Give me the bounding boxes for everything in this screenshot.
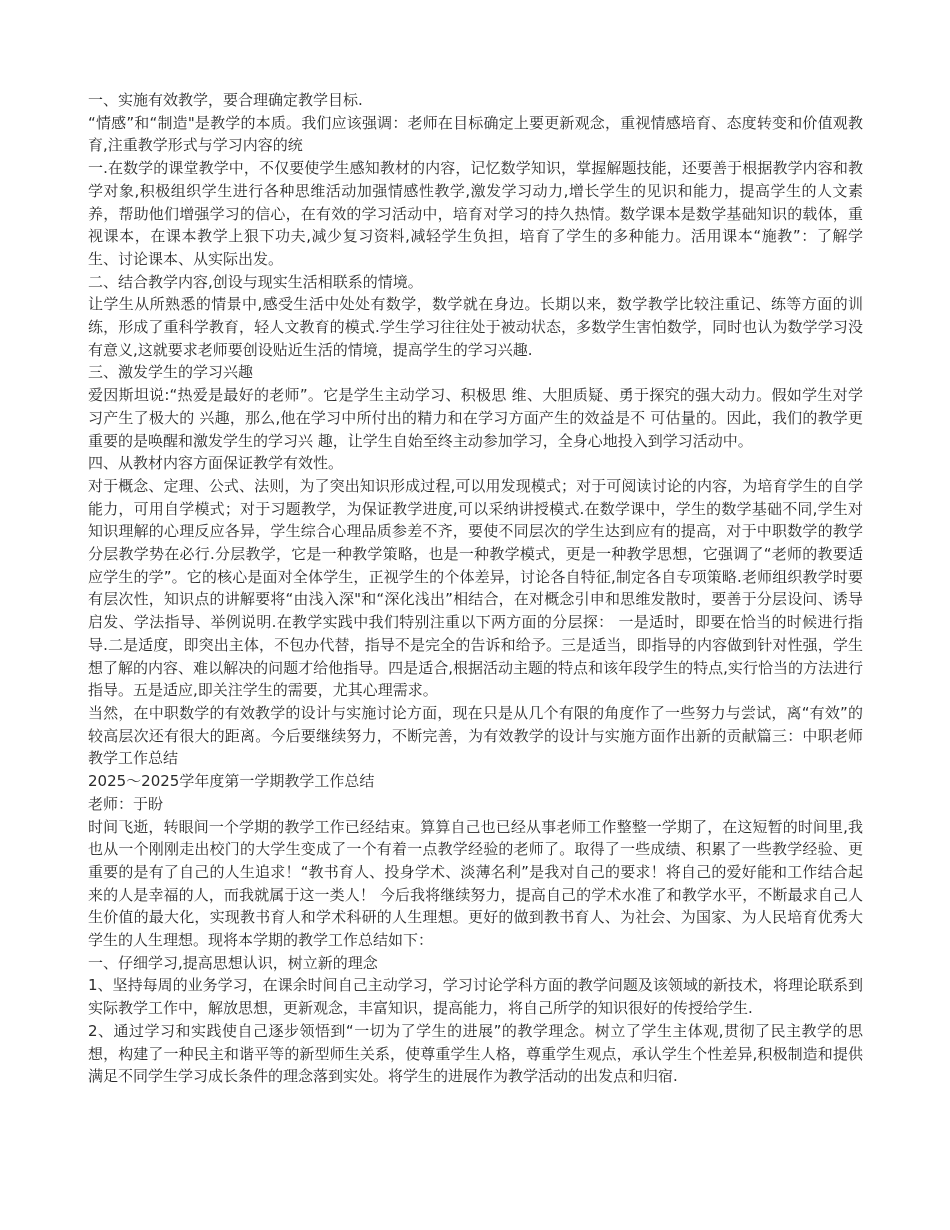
paragraph: “情感”和“制造"是教学的本质。我们应该强调：老师在目标确定上要更新观念，重视情感培育、态度转变和价值观教育,注重教学形式与学习内容的统 — [88, 113, 863, 155]
summary-title: 2025～2025学年度第一学期教学工作总结 — [88, 772, 375, 791]
paragraph: 对于概念、定理、公式、法则，为了突出知识形成过程,可以用发现模式；对于可阅读讨论的内容，为培育学生的自学能力，可用自学模式；对于习题教学，为保证教学进度,可以采纳讲授模式.在数学课中，学生的数学基础不同,学生对知识理解的心理反应各异，学生综合心理品质参差不齐，要使不同层次的学生达到应有的提高，对于中职数学的教学分层教学势在必行.分层教学，它是一种教学策略，也是一种教学模式，更是一种教学思想，它强调了“老师的教要适应学生的学”。它的核心是面对全体学生，正视学生的个体差异，讨论各自特征,制定各自专项策略.老师组织教学时要有层次性，知识点的讲解要将“由浅入深"和“深化浅出”相结合，在对概念引申和思维发散时，要善于分层设问、诱导启发、学法指导、举例说明.在教学实践中我们特别注重以下两方面的分层探： 一是适时，即要在恰当的时候进行指导.二是适度，即突出主体，不包办代替，指导不是完全的告诉和给予。三是适当，即指导的内容做到针对性强，学生想了解的内容、难以解决的问题才给他指导。四是适合,根据活动主题的特点和该年段学生的特点,实行恰当的方法进行指导。五是适应,即关注学生的需要，尤其心理需求。 — [88, 476, 863, 700]
paragraph: 爱因斯坦说:“热爱是最好的老师”。它是学生主动学习、积极思 维、大胆质疑、勇于探究的强大动力。假如学生对学习产生了极大的 兴趣，那么,他在学习中所付出的精力和在学习方面产生的效益是不 可估量的。因此，我们的教学更重要的是唤醒和激发学生的学习兴 趣，让学生自始至终主动参加学习，全身心地投入到学习活动中。 — [88, 386, 863, 450]
paragraph: 让学生从所熟悉的情景中,感受生活中处处有数学，数学就在身边。长期以来，数学教学比较注重记、练等方面的训练，形成了重科学教育，轻人文教育的模式.学生学习往往处于被动状态，多数学生害怕数学，同时也认为数学学习没有意义,这就要求老师要创设贴近生活的情境，提高学生的学习兴趣. — [88, 295, 863, 359]
paragraph: 一.在数学的课堂教学中，不仅要使学生感知教材的内容，记忆数学知识，掌握解题技能，还要善于根据教学内容和教学对象,积极组织学生进行各种思维活动加强情感性教学,激发学习动力,增长学生的见识和能力，提高学生的人文素养，帮助他们增强学习的信心，在有效的学习活动中，培育对学习的持久热情。数学课本是数学基础知识的载体，重视课本，在课本教学上狠下功夫,减少复习资料,减轻学生负担，培育了学生的多种能力。活用课本“施教”：了解学生、讨论课本、从实际出发。 — [88, 159, 863, 268]
paragraph: 时间飞逝，转眼间一个学期的教学工作已经结束。算算自己也已经从事老师工作整整一学期了，在这短暂的时间里,我也从一个刚刚走出校门的大学生变成了一个有着一点教学经验的老师了。取得了一些成绩、积累了一些教学经验、更重要的是有了自己的人生追求！“教书育人、投身学术、淡薄名利”是我对自己的要求！将自己的爱好能和工作结合起来的人是幸福的人，而我就属于这一类人！ 今后我将继续努力，提高自己的学术水准了和教学水平，不断最求自己人生价值的最大化，实现教书育人和学术科研的人生理想。更好的做到教书育人、为社会、为国家、为人民培育优秀大学生的人生理想。现将本学期的教学工作总结如下： — [88, 817, 863, 950]
section-heading-2: 二、结合教学内容,创设与现实生活相联系的情境。 — [88, 272, 423, 291]
list-item: 2、通过学习和实践使自己逐步领悟到“一切为了学生的进展”的教学理念。树立了学生主体观,贯彻了民主教学的思想，构建了一种民主和谐平等的新型师生关系，使尊重学生人格，尊重学生观点，承认学生个性差异,积极制造和提供满足不同学生学习成长条件的理念落到实处。将学生的进展作为教学活动的出发点和归宿. — [88, 1021, 863, 1086]
paragraph: 当然，在中职数学的有效教学的设计与实施讨论方面，现在只是从几个有限的角度作了一些努力与尝试，离“有效”的较高层次还有很大的距离。今后要继续努力，不断完善，为有效教学的设计与实施方面作出新的贡献篇三：中职老师教学工作总结 — [88, 703, 863, 768]
section-heading-5: 一、仔细学习,提高思想认识，树立新的理念 — [88, 953, 378, 972]
list-item: 1、坚持每周的业务学习，在课余时间自己主动学习，学习讨论学科方面的教学问题及该领域的新技术，将理论联系到实际教学工作中，解放思想，更新观念，丰富知识，提高能力，将自己所学的知识很好的传授给学生. — [88, 976, 863, 1018]
section-heading-4: 四、从教材内容方面保证教学有效性。 — [88, 454, 344, 473]
section-heading-3: 三、激发学生的学习兴趣 — [88, 363, 254, 382]
document-body — [88, 89, 863, 1088]
section-heading-1: 一、实施有效教学，要合理确定教学目标. — [88, 91, 363, 109]
author-line: 老师：于盼 — [88, 794, 164, 813]
